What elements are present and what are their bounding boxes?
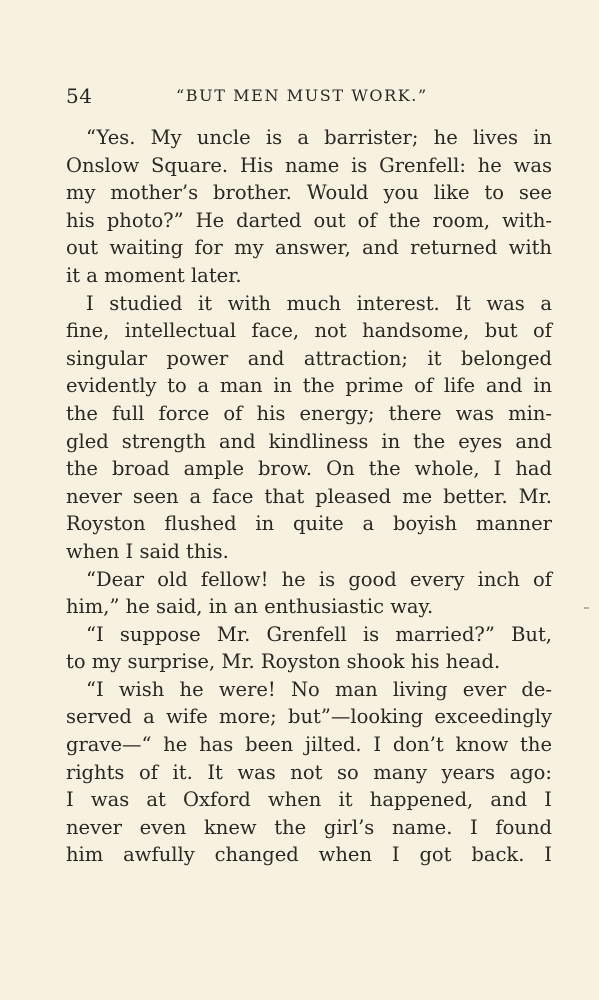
text-line: “Yes. My uncle is a barrister; he lives in bbox=[86, 126, 552, 149]
paragraph bbox=[66, 676, 552, 869]
text-line: when I said this. bbox=[66, 539, 229, 563]
text-line: never even knew the girl’s name. I found bbox=[66, 815, 552, 839]
text-line: the broad ample brow. On the whole, I had bbox=[66, 457, 552, 481]
text-line: fine, intellectual face, not handsome, but of bbox=[66, 319, 552, 343]
paragraph bbox=[66, 566, 552, 621]
text-line: rights of it. It was not so many years ago: bbox=[66, 760, 552, 784]
text-line: never seen a face that pleased me better. Mr. bbox=[66, 484, 552, 508]
page-number: 54 bbox=[66, 84, 93, 108]
text-line: him awfully changed when I got back. I bbox=[66, 843, 552, 867]
text-line: him,” he said, in an enthusiastic way. bbox=[66, 595, 434, 619]
paragraph bbox=[66, 290, 552, 566]
page-header bbox=[66, 84, 554, 110]
text-line: evidently to a man in the prime of life and in bbox=[66, 374, 552, 398]
text-line: “I suppose Mr. Grenfell is married?” But, bbox=[86, 622, 552, 646]
text-line: out waiting for my answer, and returned with bbox=[66, 236, 552, 260]
text-line: gled strength and kindliness in the eyes and bbox=[66, 429, 552, 453]
text-line: to my surprise, Mr. Royston shook his head. bbox=[66, 650, 501, 674]
text-line: I studied it with much interest. It was a bbox=[86, 291, 552, 315]
text-line: “Dear old fellow! he is good every inch of bbox=[86, 567, 552, 591]
running-head: “BUT MEN MUST WORK.” bbox=[176, 86, 428, 105]
paragraph bbox=[66, 621, 552, 676]
body-text bbox=[66, 124, 552, 869]
text-line: grave—“ he has been jilted. I don’t know the bbox=[66, 733, 552, 757]
text-line: served a wife more; but”—looking exceedingly bbox=[66, 705, 552, 729]
text-line: “I wish he were! No man living ever de- bbox=[86, 677, 552, 701]
text-line: my mother’s brother. Would you like to see bbox=[66, 181, 552, 205]
paragraph bbox=[66, 124, 552, 290]
text-line: I was at Oxford when it happened, and I bbox=[66, 788, 552, 812]
text-line: singular power and attraction; it belonged bbox=[66, 346, 552, 370]
text-line: it a moment later. bbox=[66, 263, 242, 287]
text-line: Royston flushed in quite a boyish manner bbox=[66, 512, 552, 536]
text-line: his photo?” He darted out of the room, with- bbox=[66, 208, 552, 232]
text-line: the full force of his energy; there was min- bbox=[66, 401, 552, 425]
paper-speck bbox=[584, 607, 589, 609]
text-line: Onslow Square. His name is Grenfell: he was bbox=[66, 153, 552, 177]
